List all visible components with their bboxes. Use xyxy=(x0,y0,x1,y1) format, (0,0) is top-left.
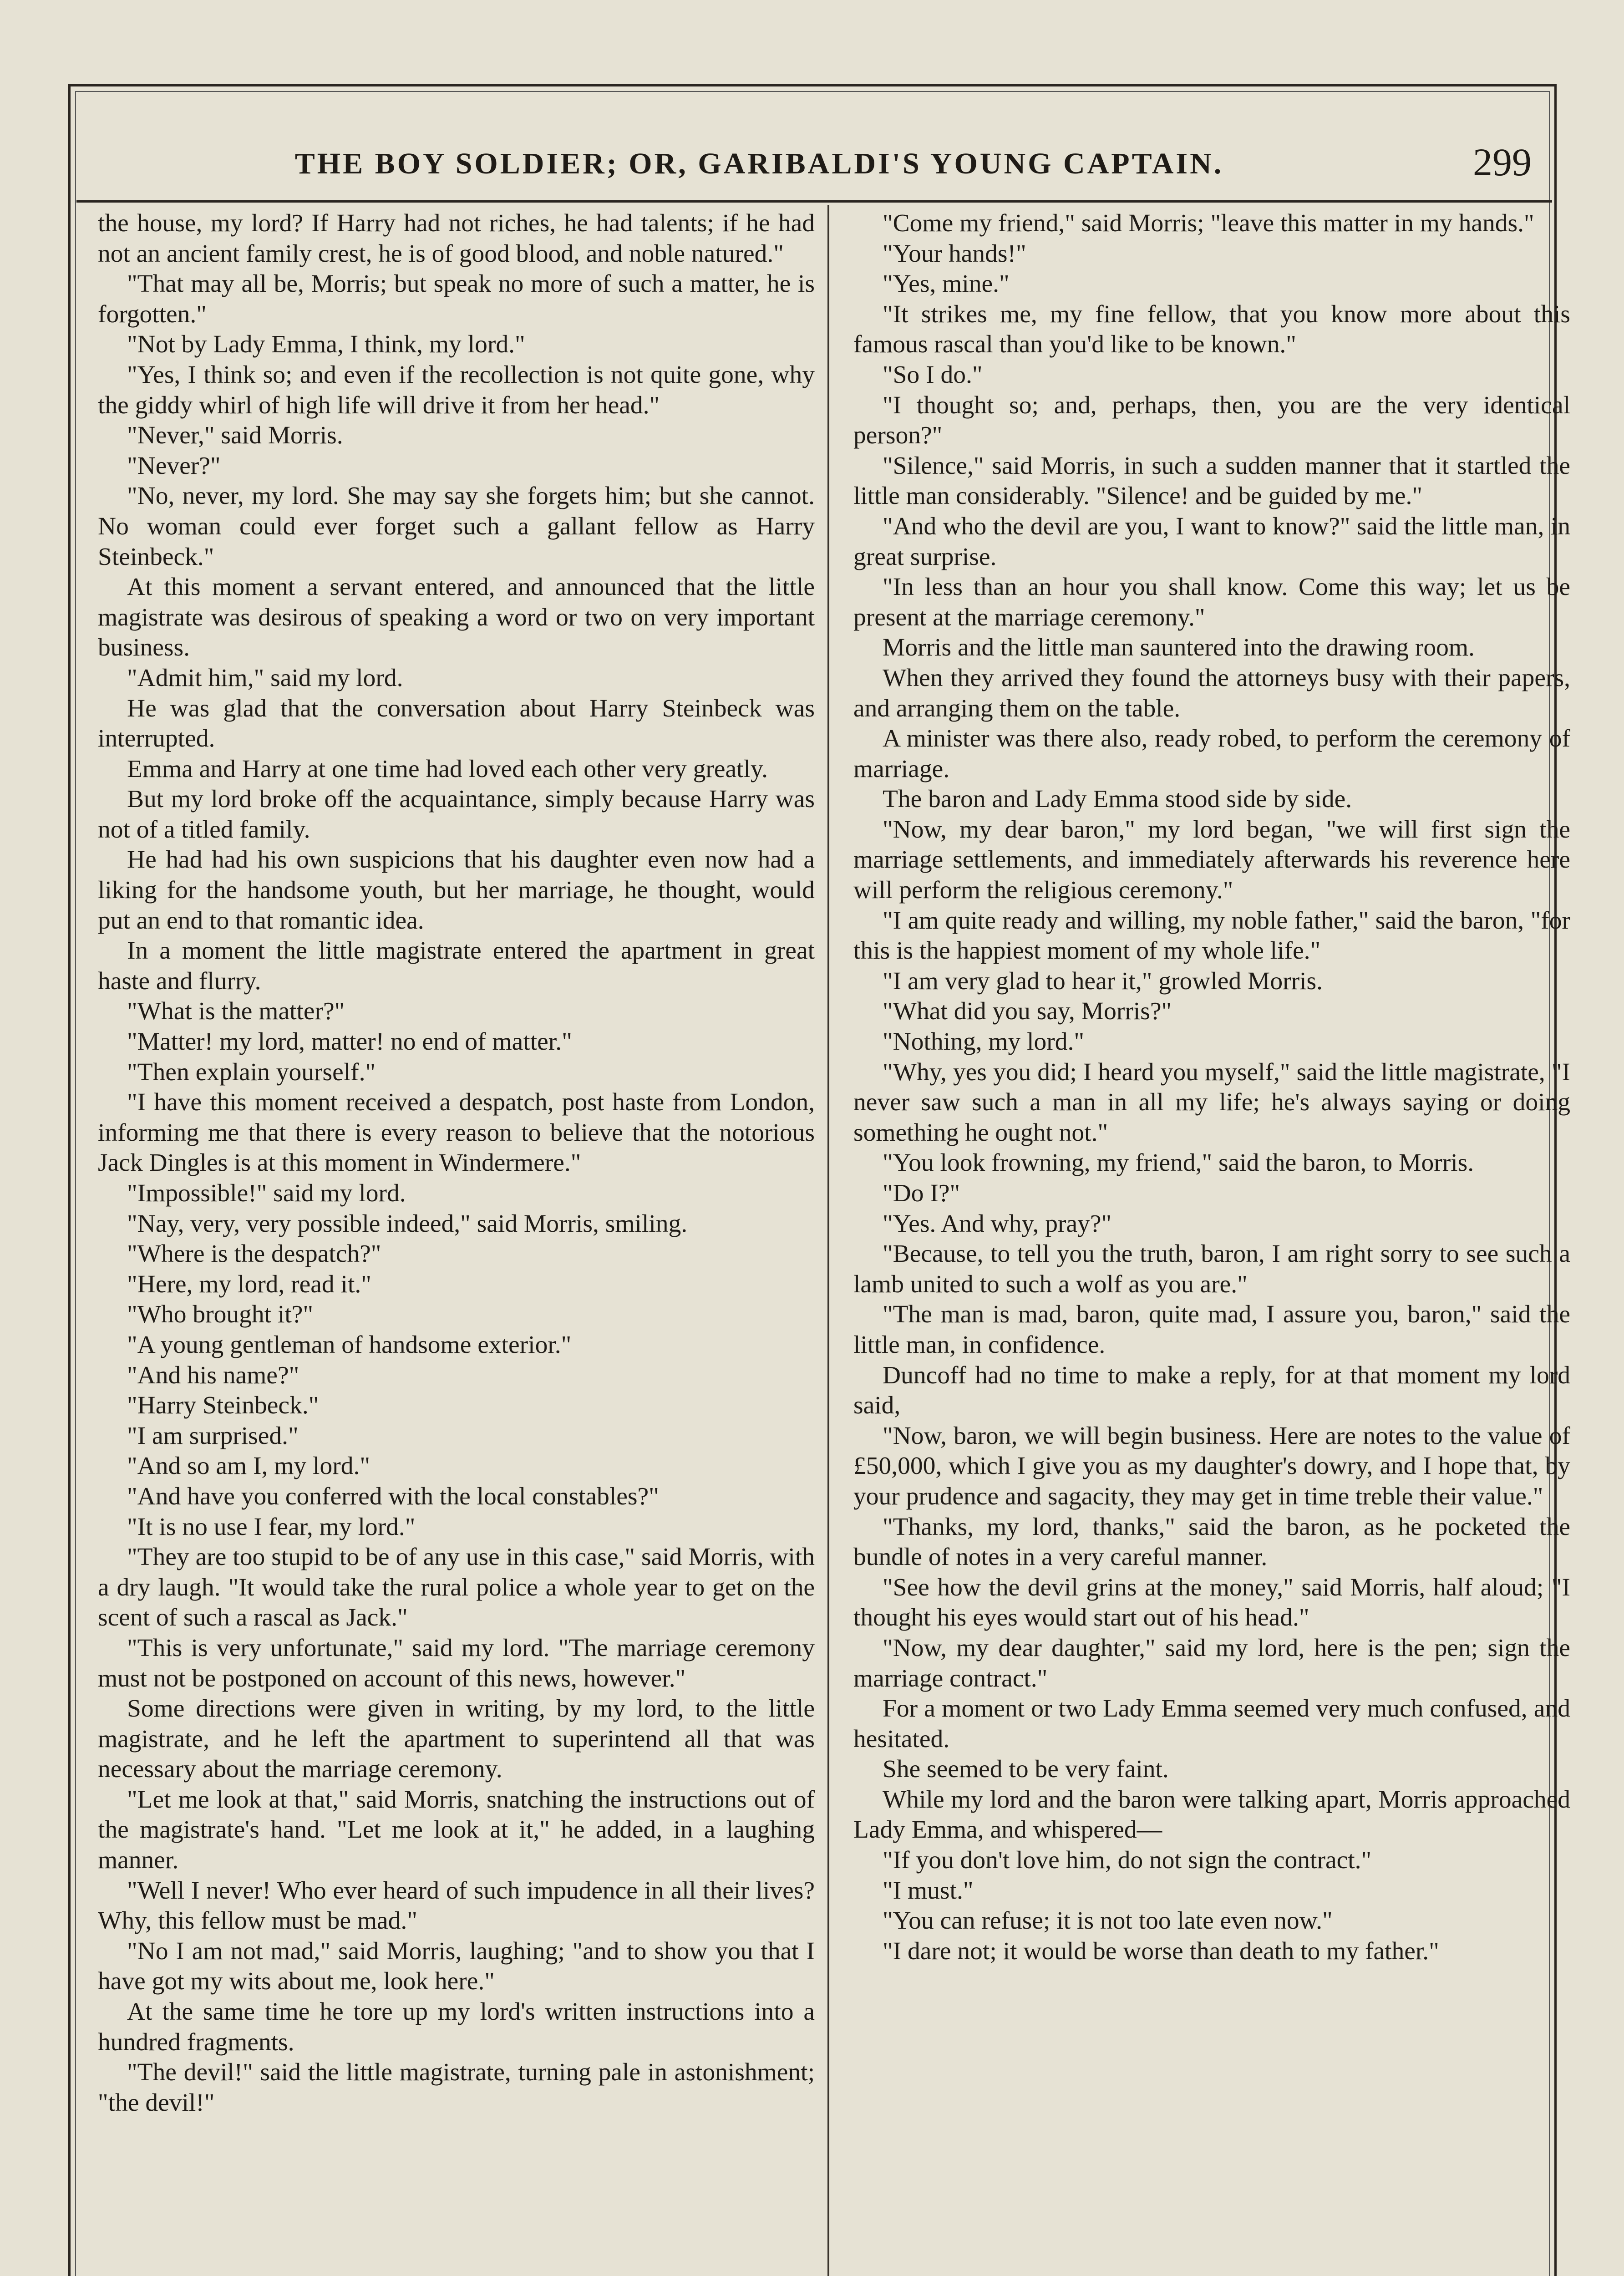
paragraph: "You look frowning, my friend," said the baron, to Morris. xyxy=(883,1149,1474,1177)
column-divider xyxy=(827,205,829,2276)
paragraph: When they arrived they found the attorneys busy with their papers, and arranging them on the table. xyxy=(853,664,1570,722)
paragraph: "I thought so; and, perhaps, then, you are the very identical person?" xyxy=(853,391,1570,450)
paragraph: "Yes, mine." xyxy=(883,270,1010,298)
paragraph: "They are too stupid to be of any use in this case," said Morris, with a dry laugh. "It would take the rural police a whole year to get on the scent of such a rascal as Jack." xyxy=(98,1543,815,1632)
paragraph: "This is very unfortunate," said my lord. "The marriage ceremony must not be postponed on account of this news, however." xyxy=(98,1634,815,1692)
paragraph: "Now, my dear baron," my lord began, "we will first sign the marriage settlements, and immediately afterwards his reverence here will perform the religious ceremony." xyxy=(853,815,1570,904)
paragraph: She seemed to be very faint. xyxy=(883,1755,1169,1783)
paragraph: "Nay, very, very possible indeed," said Morris, smiling. xyxy=(127,1209,688,1238)
paragraph: At this moment a servant entered, and announced that the little magistrate was desirous of speaking a word or two on very important business. xyxy=(98,573,815,662)
paragraph: "Here, my lord, read it." xyxy=(127,1270,371,1298)
paragraph: Duncoff had no time to make a reply, for at that moment my lord said, xyxy=(853,1361,1570,1420)
paragraph: "Silence," said Morris, in such a sudden manner that it startled the little man considerably. "Silence! and be guided by me." xyxy=(853,452,1570,510)
paragraph: "Then explain yourself." xyxy=(127,1058,376,1086)
paragraph: "I dare not; it would be worse than death to my father." xyxy=(883,1937,1439,1965)
paragraph: "Who brought it?" xyxy=(127,1301,314,1329)
running-title: THE BOY SOLDIER; OR, GARIBALDI'S YOUNG CAPTAIN. xyxy=(294,147,1224,180)
paragraph: "I must." xyxy=(883,1876,974,1905)
paragraph: "And his name?" xyxy=(127,1361,299,1389)
paragraph: At the same time he tore up my lord's written instructions into a hundred fragments. xyxy=(98,1998,815,2056)
paragraph: "Never," said Morris. xyxy=(127,422,343,450)
paragraph: "Your hands!" xyxy=(883,239,1026,268)
paragraph: "In less than an hour you shall know. Come this way; let us be present at the marriage ceremony." xyxy=(853,573,1570,631)
paragraph: In a moment the little magistrate entered the apartment in great haste and flurry. xyxy=(98,937,815,995)
paragraph: "Well I never! Who ever heard of such impudence in all their lives? Why, this fellow must be mad." xyxy=(98,1876,815,1935)
paragraph: But my lord broke off the acquaintance, simply because Harry was not of a titled family. xyxy=(98,785,815,843)
paragraph: "Why, yes you did; I heard you myself," said the little magistrate, "I never saw such a man in all my life; he's always saying or doing something he ought not." xyxy=(853,1058,1570,1147)
paragraph: "Harry Steinbeck." xyxy=(127,1392,319,1420)
paragraph: "Not by Lady Emma, I think, my lord." xyxy=(127,330,525,359)
paragraph: "Because, to tell you the truth, baron, I am right sorry to see such a lamb united to such a wolf as you are." xyxy=(853,1240,1570,1298)
paragraph: "Impossible!" said my lord. xyxy=(127,1179,406,1207)
paragraph: "Matter! my lord, matter! no end of matter." xyxy=(127,1028,572,1056)
paragraph: "It is no use I fear, my lord." xyxy=(127,1513,416,1541)
paragraph: "Admit him," said my lord. xyxy=(127,664,403,692)
paragraph: "Now, my dear daughter," said my lord, here is the pen; sign the marriage contract." xyxy=(853,1634,1570,1692)
paragraph: He had had his own suspicions that his daughter even now had a liking for the handsome youth, but her marriage, he thought, would put an end to that romantic idea. xyxy=(98,846,815,935)
paragraph: "Do I?" xyxy=(883,1179,960,1207)
paragraph: Emma and Harry at one time had loved each other very greatly. xyxy=(127,755,768,783)
paragraph: "Where is the despatch?" xyxy=(127,1240,381,1268)
paragraph: "Come my friend," said Morris; "leave this matter in my hands." xyxy=(883,209,1534,237)
page-number: 299 xyxy=(1473,140,1532,184)
paragraph: "The devil!" said the little magistrate, turning pale in astonishment; "the devil!" xyxy=(98,2058,815,2117)
paragraph: "It strikes me, my fine fellow, that you know more about this famous rascal than you'd like to be known." xyxy=(853,300,1570,359)
paragraph: "A young gentleman of handsome exterior." xyxy=(127,1331,572,1359)
paragraph: "Let me look at that," said Morris, snatching the instructions out of the magistrate's hand. "Let me look at it," he added, in a laughing manner. xyxy=(98,1785,815,1875)
paragraph: "I am quite ready and willing, my noble father," said the baron, "for this is the happiest moment of my whole life." xyxy=(853,906,1570,965)
paragraph: "And who the devil are you, I want to know?" said the little man, in great surprise. xyxy=(853,512,1570,571)
paragraph: "Never?" xyxy=(127,452,221,480)
paragraph: "Yes, I think so; and even if the recollection is not quite gone, why the giddy whirl of high life will drive it from her head." xyxy=(98,361,815,419)
paragraph: "The man is mad, baron, quite mad, I assure you, baron," said the little man, in confidence. xyxy=(853,1301,1570,1359)
paragraph: "Thanks, my lord, thanks," said the baron, as he pocketed the bundle of notes in a very careful manner. xyxy=(853,1513,1570,1571)
paragraph: "If you don't love him, do not sign the contract." xyxy=(883,1846,1372,1875)
paragraph: While my lord and the baron were talking apart, Morris approached Lady Emma, and whispered— xyxy=(853,1785,1570,1844)
paragraph: "And have you conferred with the local constables?" xyxy=(127,1482,659,1510)
paragraph: A minister was there also, ready robed, to perform the ceremony of marriage. xyxy=(853,725,1570,783)
running-header xyxy=(76,137,1552,187)
paragraph: "So I do." xyxy=(883,361,983,389)
paragraph: "I am very glad to hear it," growled Morris. xyxy=(883,967,1323,995)
paragraph: "What did you say, Morris?" xyxy=(883,997,1172,1026)
left-column xyxy=(98,208,815,2118)
paragraph: Morris and the little man sauntered into the drawing room. xyxy=(883,634,1475,662)
paragraph: "I am surprised." xyxy=(127,1422,299,1450)
paragraph: The baron and Lady Emma stood side by side. xyxy=(883,785,1352,813)
right-column xyxy=(853,208,1570,1966)
paragraph: "And so am I, my lord." xyxy=(127,1452,370,1480)
paragraph: "You can refuse; it is not too late even now." xyxy=(883,1907,1333,1935)
paragraph: For a moment or two Lady Emma seemed very much confused, and hesitated. xyxy=(853,1695,1570,1753)
paragraph: He was glad that the conversation about Harry Steinbeck was interrupted. xyxy=(98,694,815,753)
paragraph: "Nothing, my lord." xyxy=(883,1028,1085,1056)
paragraph: "No, never, my lord. She may say she forgets him; but she cannot. No woman could ever forget such a gallant fellow as Harry Steinbeck." xyxy=(98,482,815,571)
paragraph: "That may all be, Morris; but speak no more of such a matter, he is forgotten." xyxy=(98,270,815,328)
paragraph: "No I am not mad," said Morris, laughing; "and to show you that I have got my wits about me, look here." xyxy=(98,1937,815,1996)
paragraph: "What is the matter?" xyxy=(127,997,345,1026)
header-rule xyxy=(76,200,1552,203)
paragraph: Some directions were given in writing, by my lord, to the little magistrate, and he left the apartment to superintend all that was necessary about the marriage ceremony. xyxy=(98,1695,815,1783)
paragraph: "I have this moment received a despatch, post haste from London, informing me that there is every reason to believe that the notorious Jack Dingles is at this moment in Windermere." xyxy=(98,1088,815,1177)
paragraph: "See how the devil grins at the money," said Morris, half aloud; "I thought his eyes would start out of his head." xyxy=(853,1573,1570,1632)
paragraph: the house, my lord? If Harry had not riches, he had talents; if he had not an ancient family crest, he is of good blood, and noble natured." xyxy=(98,209,815,268)
paragraph: "Yes. And why, pray?" xyxy=(883,1209,1112,1238)
paragraph: "Now, baron, we will begin business. Here are notes to the value of £50,000, which I give you as my daughter's dowry, and I hope that, by your prudence and sagacity, they may get in time treble their value." xyxy=(853,1422,1570,1510)
